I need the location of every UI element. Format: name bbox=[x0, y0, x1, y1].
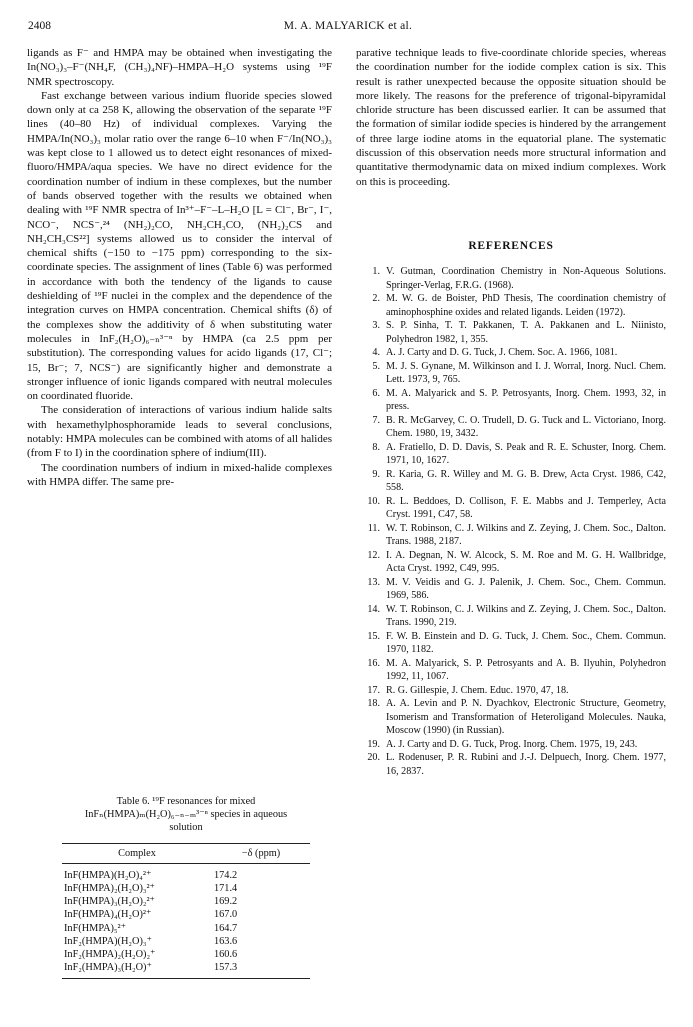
reference-item bbox=[356, 751, 666, 778]
table-cell-complex: InF(HMPA)₃(H₂O)₂²⁺ bbox=[64, 896, 155, 908]
reference-item bbox=[356, 346, 666, 360]
table-cell-shift: 174.2 bbox=[214, 869, 238, 881]
reference-text: V. Gutman, Coordination Chemistry in Non-Aqueous Solutions. Springer-Verlag, F.R.G. (1968). bbox=[386, 266, 666, 291]
table-cell-complex: InF(HMPA)₅²⁺ bbox=[64, 922, 127, 934]
reference-text: A. J. Carty and D. G. Tuck, J. Chem. Soc. A. 1966, 1081. bbox=[386, 347, 618, 359]
reference-number: 7. bbox=[372, 414, 380, 426]
reference-number: 14. bbox=[367, 603, 380, 615]
reference-number: 3. bbox=[372, 320, 380, 332]
reference-text: B. R. McGarvey, C. O. Trudell, D. G. Tuck and L. Victoriano, Inorg. Chem. 1980, 19, 3432. bbox=[386, 414, 666, 440]
table-cell-shift: 164.7 bbox=[214, 922, 238, 934]
reference-number: 2. bbox=[372, 293, 380, 305]
table-row bbox=[62, 935, 310, 948]
page-number: 2408 bbox=[28, 20, 51, 32]
reference-number: 9. bbox=[372, 468, 380, 480]
reference-text: M. V. Veidis and G. J. Palenik, J. Chem. Soc., Chem. Commun. 1969, 586. bbox=[386, 576, 666, 602]
references-heading: REFERENCES bbox=[468, 239, 554, 252]
running-title: M. A. MALYARICK et al. bbox=[283, 20, 413, 32]
reference-text: A. Fratiello, D. D. Davis, S. Peak and R. E. Schuster, Inorg. Chem. 1971, 10, 1627. bbox=[386, 441, 666, 467]
reference-item bbox=[356, 522, 666, 549]
reference-text: W. T. Robinson, C. J. Wilkins and Z. Zeying, J. Chem. Soc., Dalton. Trans. 1990, 219. bbox=[386, 603, 666, 629]
reference-text: R. Karia, G. R. Willey and M. G. B. Drew, Acta Cryst. 1986, C42, 558. bbox=[386, 468, 666, 494]
table-cell-complex: InF(HMPA)(H₂O)₄²⁺ bbox=[64, 869, 152, 881]
reference-text: R. G. Gillespie, J. Chem. Educ. 1970, 47, 18. bbox=[386, 684, 569, 696]
reference-text: M. A. Malyarick, S. P. Petrosyants and A. B. Ilyuhin, Polyhedron 1992, 11, 1067. bbox=[386, 657, 666, 683]
reference-item bbox=[356, 441, 666, 468]
table-cell-shift: 171.4 bbox=[214, 883, 238, 895]
reference-number: 8. bbox=[372, 441, 380, 453]
reference-number: 6. bbox=[372, 387, 380, 399]
table-row bbox=[62, 882, 310, 895]
reference-item bbox=[356, 630, 666, 657]
reference-text: R. L. Beddoes, D. Collison, F. E. Mabbs and J. Temperley, Acta Cryst. 1991, C47, 58. bbox=[386, 495, 666, 521]
table-caption: Table 6. ¹⁹F resonances for mixed InFₙ(HMPA)ₘ(H₂O)₆₋ₙ₋ₘ³⁻ⁿ species in aqueous solution bbox=[84, 796, 288, 834]
column-header-shift: −δ (ppm) bbox=[241, 847, 281, 859]
reference-number: 16. bbox=[367, 657, 380, 669]
reference-item bbox=[356, 657, 666, 684]
reference-text: M. W. G. de Boister, PhD Thesis, The coordination chemistry of aminophosphine oxides and related ligands. Leiden (1972). bbox=[386, 293, 666, 318]
table-row bbox=[62, 922, 310, 935]
reference-text: L. Rodenuser, P. R. Rubini and J.-J. Delpuech, Inorg. Chem. 1977, 16, 2837. bbox=[386, 752, 666, 777]
reference-number: 20. bbox=[367, 752, 380, 764]
reference-number: 18. bbox=[367, 698, 380, 710]
reference-item bbox=[356, 292, 666, 319]
reference-number: 10. bbox=[367, 495, 380, 507]
reference-number: 5. bbox=[372, 360, 380, 372]
reference-text: S. P. Sinha, T. T. Pakkanen, T. A. Pakkanen and L. Niinisto, Polyhedron 1982, 1, 355. bbox=[386, 320, 666, 345]
reference-text: A. A. Levin and P. N. Dyachkov, Electronic Structure, Geometry, Isomerism and Transformation of Heteroligand Molecules. Nauka, Moscow (1990) (in Russian). bbox=[386, 698, 666, 737]
reference-item bbox=[356, 738, 666, 752]
table-6 bbox=[62, 795, 310, 979]
reference-text: W. T. Robinson, C. J. Wilkins and Z. Zeying, J. Chem. Soc., Dalton. Trans. 1988, 2187. bbox=[386, 522, 666, 548]
reference-item bbox=[356, 319, 666, 346]
reference-number: 1. bbox=[372, 266, 380, 278]
reference-number: 13. bbox=[367, 576, 380, 588]
reference-number: 11. bbox=[367, 522, 380, 534]
reference-text: I. A. Degnan, N. W. Alcock, S. M. Roe and M. G. H. Wallbridge, Acta Cryst. 1992, C49, 995. bbox=[386, 549, 666, 575]
reference-text: M. J. S. Gynane, M. Wilkinson and I. J. Worral, Inorg. Nucl. Chem. Lett. 1973, 9, 765. bbox=[386, 360, 666, 386]
paragraph: Fast exchange between various indium fluoride species slowed down only at ca 258 K, allowing the observation of the separate ¹⁹F lines (40–80 Hz) of individual complexes. Varying the HMPA/In(NO₃)₃ molar ratio over the range 6–10 when F⁻/In(NO₃)₃ was kept close to 1 allowed us to detect eight resonances of mixed-fluoro/HMPA/aqua species. We have no direct evidence for the coordination number of indium in these complexes, but the number of bands observed together with the results we obtained when dealing with ¹⁹F NMR spectra of In³⁺–F⁻–L–H₂O [L = Cl⁻, Br⁻, I⁻, NCO⁻, NCS⁻,²⁴ (NH₂)₂CO, NH₂CH₃CO, (NH₂)₂CS and NH₂CH₃CS²²] systems allowed us to consider the interval of chemical shifts (−150 to −175 ppm) corresponding to the six-coordinate species. The assignment of lines (Table 6) was performed in accordance with both the tendency of the ligands to cause deshielding of ¹⁹F nuclei in the complex and the dependence of the integration curves on HMPA concentration. Chemical shifts (δ) of the complexes show the additivity of δ when substituting water molecules in InF₂(H₂O)₆₋ₙ³⁻ⁿ by HMPA (ca 2.5 ppm per substitution). The corresponding values for acido ligands (17, Cl⁻; 15, Br⁻; 7, NCS⁻) are significantly higher and demonstrate a stronger influence of ionic ligands compared with neutral molecules on coordinated fluoride. bbox=[27, 89, 332, 403]
reference-item bbox=[356, 265, 666, 292]
table-cell-complex: InF₂(HMPA)₂(H₂O)₂⁺ bbox=[64, 949, 156, 961]
table-row bbox=[62, 908, 310, 921]
references-list bbox=[356, 265, 666, 778]
reference-item bbox=[356, 468, 666, 495]
reference-item bbox=[356, 360, 666, 387]
table-cell-shift: 163.6 bbox=[214, 935, 238, 947]
table-row bbox=[62, 961, 310, 974]
reference-number: 19. bbox=[367, 738, 380, 750]
reference-number: 17. bbox=[367, 684, 380, 696]
right-column bbox=[356, 46, 666, 778]
running-header bbox=[28, 20, 668, 36]
reference-number: 4. bbox=[372, 347, 380, 359]
paragraph: parative technique leads to five-coordinate chloride species, whereas the coordination number for the iodide complex cation is six. This result is rather unexpected because the opposite situation should be more likely. The reasons for the preference of trigonal-bipyramidal chloride structure has been discussed earlier. It can be assumed that the formation of similar iodide species is hindered by the arrangement of three large iodine atoms in the equatorial plane. The systematic discussion of this observation needs more structural information and quantitative thermodynamic data on mixed indium complexes. Work on this is proceeding. bbox=[356, 47, 666, 188]
paragraph: The coordination numbers of indium in mixed-halide complexes with HMPA differ. The same pre- bbox=[27, 461, 332, 488]
column-header-complex: Complex bbox=[118, 847, 156, 859]
reference-number: 15. bbox=[367, 630, 380, 642]
table-cell-shift: 160.6 bbox=[214, 949, 238, 961]
reference-item bbox=[356, 387, 666, 414]
reference-text: F. W. B. Einstein and D. G. Tuck, J. Chem. Soc., Chem. Commun. 1970, 1182. bbox=[386, 630, 666, 656]
table-cell-shift: 169.2 bbox=[214, 896, 238, 908]
table-row bbox=[62, 869, 310, 882]
reference-item bbox=[356, 549, 666, 576]
reference-item bbox=[356, 697, 666, 738]
table-bottom-rule bbox=[62, 978, 310, 979]
table-header-row bbox=[62, 844, 310, 863]
reference-item bbox=[356, 684, 666, 698]
table-body bbox=[62, 864, 310, 979]
reference-text: M. A. Malyarick and S. P. Petrosyants, Inorg. Chem. 1993, 32, in press. bbox=[386, 387, 666, 413]
paragraph: ligands as F⁻ and HMPA may be obtained when investigating the In(NO₃)₃–F⁻(NH₄F, (CH₃)₄NF)–HMPA–H₂O systems using ¹⁹F NMR spectroscopy. bbox=[27, 47, 332, 88]
reference-text: A. J. Carty and D. G. Tuck, Prog. Inorg. Chem. 1975, 19, 243. bbox=[386, 738, 638, 750]
table-row bbox=[62, 895, 310, 908]
reference-item bbox=[356, 576, 666, 603]
table-cell-complex: InF(HMPA)₄(H₂O)²⁺ bbox=[64, 909, 152, 921]
table-cell-complex: InF₂(HMPA)₃(H₂O)⁺ bbox=[64, 962, 152, 974]
table-cell-complex: InF(HMPA)₂(H₂O)₃²⁺ bbox=[64, 883, 155, 895]
reference-number: 12. bbox=[367, 549, 380, 561]
table-row bbox=[62, 948, 310, 961]
table-cell-complex: InF₂(HMPA)(H₂O)₃⁺ bbox=[64, 935, 152, 947]
table-cell-shift: 157.3 bbox=[214, 962, 238, 974]
table-cell-shift: 167.0 bbox=[214, 909, 238, 921]
left-column bbox=[27, 46, 332, 489]
reference-item bbox=[356, 414, 666, 441]
reference-item bbox=[356, 603, 666, 630]
reference-item bbox=[356, 495, 666, 522]
paragraph: The consideration of interactions of various indium halide salts with hexamethylphosphoramide leads to several conclusions, notably: HMPA molecules can be combined with atoms of all halides (from F to I) in the coordination sphere of indium(III). bbox=[27, 404, 332, 460]
